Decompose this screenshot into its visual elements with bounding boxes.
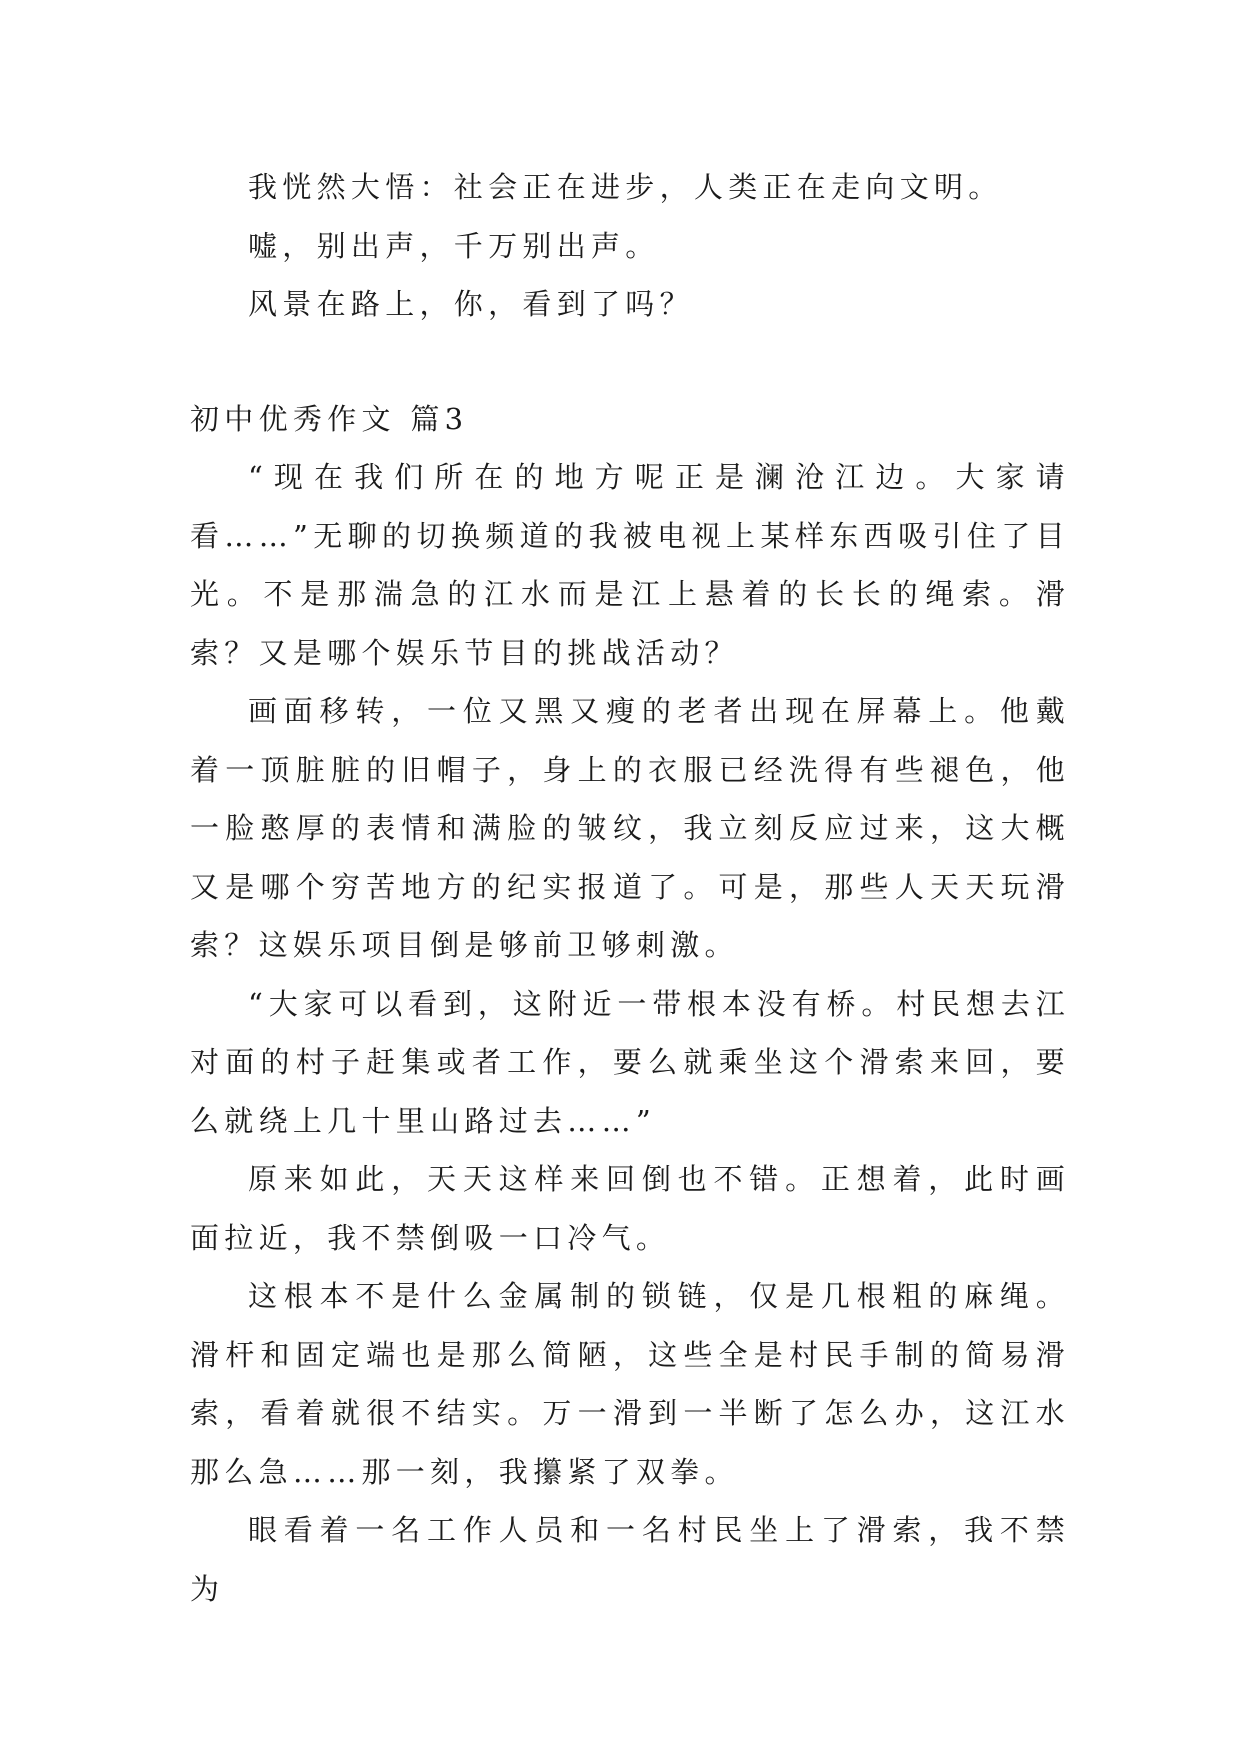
- paragraph: “大家可以看到，这附近一带根本没有桥。村民想去江对面的村子赶集或者工作，要么就乘坐这个滑索来回，要么就绕上几十里山路过去……”: [190, 986, 1070, 1138]
- paragraph: 眼看着一名工作人员和一名村民坐上了滑索，我不禁为: [190, 1513, 1070, 1606]
- section-title: 初中优秀作文 篇3: [190, 401, 469, 436]
- paragraph: “现在我们所在的地方呢正是澜沧江边。大家请看……”无聊的切换频道的我被电视上某样东西吸引住了目光。不是那湍急的江水而是江上悬着的长长的绳索。滑索？又是哪个娱乐节目的挑战活动？: [190, 460, 1070, 670]
- paragraph: 这根本不是什么金属制的锁链，仅是几根粗的麻绳。滑杆和固定端也是那么简陋，这些全是村民手制的简易滑索，看着就很不结实。万一滑到一半断了怎么办，这江水那么急……那一刻，我攥紧了双拳。: [190, 1279, 1070, 1489]
- paragraph: 我恍然大悟：社会正在进步，人类正在走向文明。: [248, 170, 1003, 204]
- paragraph: 嘘，别出声，千万别出声。: [248, 228, 660, 263]
- paragraph: 原来如此，天天这样来回倒也不错。正想着，此时画面拉近，我不禁倒吸一口冷气。: [190, 1162, 1070, 1255]
- paragraph: 风景在路上，你，看到了吗？: [248, 287, 694, 321]
- paragraph: 画面移转，一位又黑又瘦的老者出现在屏幕上。他戴着一顶脏脏的旧帽子，身上的衣服已经洗得有些褪色，他一脸憨厚的表情和满脸的皱纹，我立刻反应过来，这大概又是哪个穷苦地方的纪实报道了。可是，那些人天天玩滑索？这娱乐项目倒是够前卫够刺激。: [190, 694, 1070, 962]
- document-body: [190, 158, 1070, 1618]
- section-spacer: [190, 334, 1070, 390]
